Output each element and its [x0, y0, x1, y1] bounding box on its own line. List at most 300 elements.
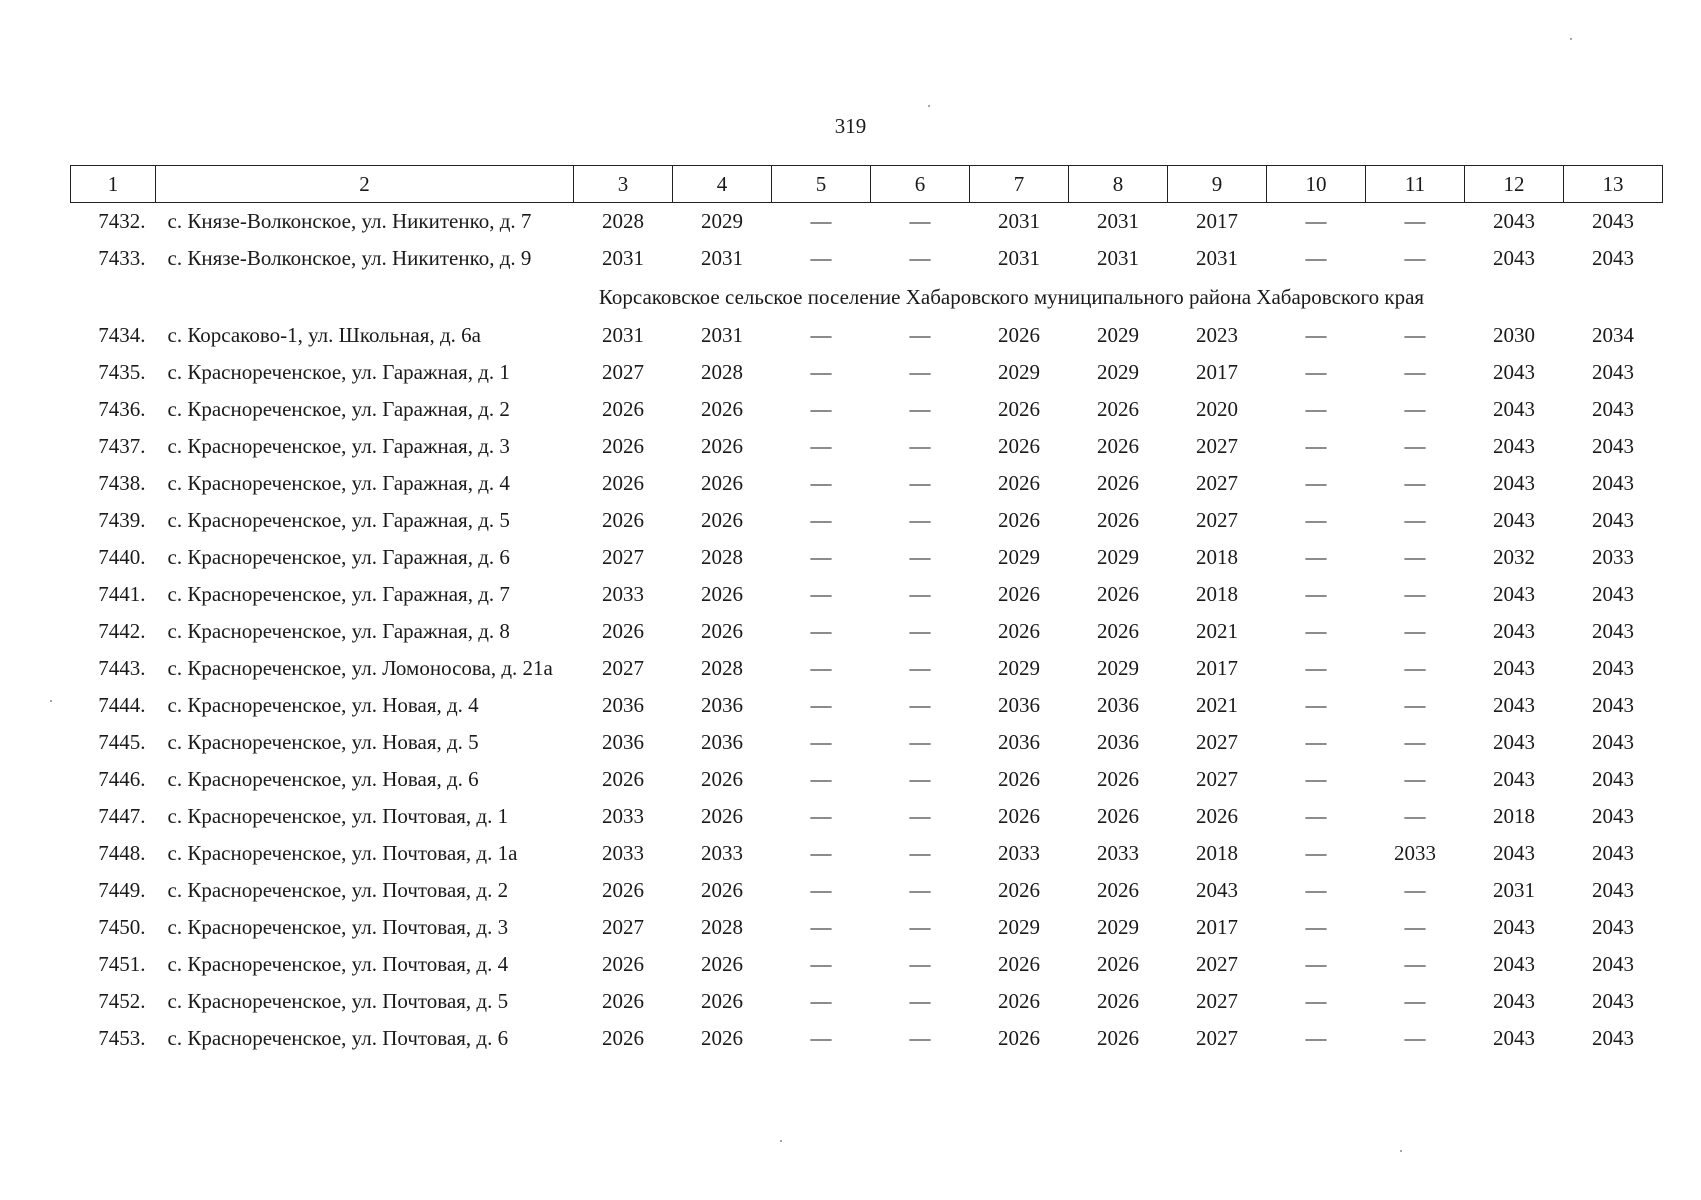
value-cell: 2026: [602, 619, 644, 643]
address-cell: с. Краснореченское, ул. Новая, д. 5: [167, 730, 479, 754]
value-cell: —: [1305, 471, 1327, 495]
value-cell: —: [909, 878, 931, 902]
value-cell: —: [909, 656, 931, 680]
section-row: [71, 277, 1663, 317]
value-cell: 2026: [701, 471, 743, 495]
value-cell: 2029: [701, 209, 743, 233]
value-cell: —: [1305, 915, 1327, 939]
row-number: 7443.: [98, 656, 146, 680]
value-cell: 2031: [998, 209, 1040, 233]
value-cell: 2043: [1592, 360, 1634, 384]
value-cell: 2026: [998, 397, 1040, 421]
value-cell: 2033: [701, 841, 743, 865]
table-row: [71, 983, 1663, 1020]
table-row: [71, 724, 1663, 761]
value-cell: —: [1305, 397, 1327, 421]
value-cell: —: [1404, 730, 1426, 754]
value-cell: —: [810, 246, 832, 270]
value-cell: 2026: [701, 434, 743, 458]
value-cell: 2026: [998, 323, 1040, 347]
value-cell: 2043: [1493, 246, 1535, 270]
value-cell: 2043: [1493, 508, 1535, 532]
value-cell: —: [810, 952, 832, 976]
scan-speck: [1570, 38, 1572, 40]
page-number: 319: [834, 114, 867, 138]
value-cell: 2026: [998, 767, 1040, 791]
value-cell: —: [810, 989, 832, 1013]
row-number: 7435.: [98, 360, 146, 384]
value-cell: 2031: [1097, 209, 1139, 233]
column-header: 4: [673, 166, 772, 203]
value-cell: 2027: [1196, 1026, 1238, 1050]
value-cell: —: [1404, 693, 1426, 717]
address-cell: с. Краснореченское, ул. Ломоносова, д. 21а: [167, 656, 553, 680]
value-cell: —: [909, 804, 931, 828]
value-cell: 2043: [1493, 767, 1535, 791]
value-cell: 2036: [602, 693, 644, 717]
value-cell: —: [1404, 767, 1426, 791]
value-cell: —: [1404, 619, 1426, 643]
value-cell: 2043: [1196, 878, 1238, 902]
value-cell: —: [909, 841, 931, 865]
value-cell: 2026: [998, 878, 1040, 902]
schedule-table: [70, 165, 1663, 1057]
column-header: 10: [1267, 166, 1366, 203]
table-body: [71, 203, 1663, 1058]
value-cell: 2043: [1592, 730, 1634, 754]
value-cell: 2043: [1592, 915, 1634, 939]
value-cell: 2029: [998, 656, 1040, 680]
value-cell: —: [1305, 323, 1327, 347]
value-cell: 2029: [998, 545, 1040, 569]
value-cell: 2043: [1592, 508, 1634, 532]
row-number: 7447.: [98, 804, 146, 828]
address-cell: с. Краснореченское, ул. Гаражная, д. 4: [167, 471, 510, 495]
table-row: [71, 946, 1663, 983]
value-cell: —: [909, 434, 931, 458]
table-row: [71, 909, 1663, 946]
address-cell: с. Краснореченское, ул. Гаражная, д. 2: [167, 397, 510, 421]
value-cell: 2026: [602, 471, 644, 495]
value-cell: 2026: [1097, 508, 1139, 532]
table-row: [71, 1020, 1663, 1057]
address-cell: с. Краснореченское, ул. Гаражная, д. 5: [167, 508, 510, 532]
value-cell: —: [1305, 693, 1327, 717]
value-cell: —: [810, 730, 832, 754]
value-cell: 2027: [1196, 434, 1238, 458]
value-cell: 2043: [1493, 397, 1535, 421]
value-cell: 2026: [1097, 952, 1139, 976]
value-cell: 2043: [1493, 434, 1535, 458]
value-cell: 2029: [1097, 323, 1139, 347]
value-cell: 2028: [701, 656, 743, 680]
value-cell: 2028: [701, 915, 743, 939]
value-cell: 2043: [1592, 989, 1634, 1013]
value-cell: 2032: [1493, 545, 1535, 569]
row-number: 7446.: [98, 767, 146, 791]
header-row: [71, 166, 1663, 203]
value-cell: 2026: [1097, 878, 1139, 902]
value-cell: 2026: [701, 804, 743, 828]
value-cell: 2031: [701, 246, 743, 270]
value-cell: 2033: [1097, 841, 1139, 865]
value-cell: 2021: [1196, 619, 1238, 643]
value-cell: —: [1404, 209, 1426, 233]
table-row: [71, 650, 1663, 687]
address-cell: с. Краснореченское, ул. Гаражная, д. 1: [167, 360, 510, 384]
value-cell: 2043: [1493, 209, 1535, 233]
value-cell: 2043: [1592, 619, 1634, 643]
value-cell: —: [1305, 545, 1327, 569]
value-cell: 2026: [998, 434, 1040, 458]
address-cell: с. Корсаково-1, ул. Школьная, д. 6а: [167, 323, 481, 347]
value-cell: 2026: [1097, 767, 1139, 791]
value-cell: —: [1305, 767, 1327, 791]
value-cell: 2026: [602, 878, 644, 902]
value-cell: 2043: [1592, 767, 1634, 791]
row-number: 7432.: [98, 209, 146, 233]
value-cell: —: [810, 582, 832, 606]
value-cell: —: [810, 323, 832, 347]
value-cell: 2029: [1097, 545, 1139, 569]
value-cell: —: [810, 878, 832, 902]
value-cell: 2026: [998, 989, 1040, 1013]
value-cell: —: [810, 434, 832, 458]
value-cell: 2043: [1592, 209, 1634, 233]
value-cell: 2043: [1493, 693, 1535, 717]
value-cell: —: [1404, 397, 1426, 421]
value-cell: 2018: [1196, 582, 1238, 606]
row-number: 7451.: [98, 952, 146, 976]
value-cell: —: [1305, 246, 1327, 270]
value-cell: 2031: [1196, 246, 1238, 270]
value-cell: —: [810, 915, 832, 939]
value-cell: —: [1305, 508, 1327, 532]
scan-speck: [780, 1140, 782, 1142]
row-number: 7441.: [98, 582, 146, 606]
row-number: 7439.: [98, 508, 146, 532]
value-cell: 2043: [1592, 582, 1634, 606]
row-number: 7445.: [98, 730, 146, 754]
value-cell: —: [909, 989, 931, 1013]
value-cell: 2026: [701, 397, 743, 421]
column-header: 7: [970, 166, 1069, 203]
value-cell: 2029: [998, 360, 1040, 384]
table-row: [71, 240, 1663, 277]
value-cell: —: [1404, 915, 1426, 939]
row-number: 7438.: [98, 471, 146, 495]
table-header: [71, 166, 1663, 203]
value-cell: 2027: [1196, 989, 1238, 1013]
value-cell: —: [1305, 989, 1327, 1013]
value-cell: 2026: [998, 619, 1040, 643]
value-cell: 2033: [1394, 841, 1436, 865]
value-cell: 2033: [602, 582, 644, 606]
address-cell: с. Князе-Волконское, ул. Никитенко, д. 9: [167, 246, 532, 270]
row-number: 7436.: [98, 397, 146, 421]
value-cell: —: [810, 841, 832, 865]
table-row: [71, 872, 1663, 909]
value-cell: 2036: [998, 730, 1040, 754]
value-cell: 2029: [998, 915, 1040, 939]
value-cell: 2026: [1097, 619, 1139, 643]
value-cell: 2026: [602, 952, 644, 976]
column-header: 13: [1564, 166, 1663, 203]
value-cell: 2026: [998, 582, 1040, 606]
value-cell: —: [810, 545, 832, 569]
value-cell: —: [1305, 804, 1327, 828]
value-cell: 2026: [998, 804, 1040, 828]
table-row: [71, 576, 1663, 613]
value-cell: —: [810, 508, 832, 532]
value-cell: 2033: [998, 841, 1040, 865]
value-cell: —: [1404, 656, 1426, 680]
value-cell: 2043: [1592, 878, 1634, 902]
value-cell: 2027: [602, 656, 644, 680]
value-cell: —: [909, 471, 931, 495]
value-cell: —: [810, 693, 832, 717]
value-cell: —: [909, 323, 931, 347]
value-cell: 2036: [701, 693, 743, 717]
value-cell: 2028: [701, 545, 743, 569]
value-cell: —: [810, 209, 832, 233]
value-cell: 2031: [998, 246, 1040, 270]
value-cell: 2036: [998, 693, 1040, 717]
value-cell: 2031: [1493, 878, 1535, 902]
value-cell: 2027: [1196, 767, 1238, 791]
value-cell: 2026: [701, 619, 743, 643]
value-cell: —: [1305, 730, 1327, 754]
value-cell: 2033: [602, 804, 644, 828]
value-cell: 2043: [1493, 619, 1535, 643]
value-cell: —: [1404, 582, 1426, 606]
value-cell: 2043: [1493, 656, 1535, 680]
value-cell: —: [909, 952, 931, 976]
value-cell: 2027: [1196, 730, 1238, 754]
value-cell: 2031: [602, 246, 644, 270]
table-row: [71, 203, 1663, 241]
row-number: 7434.: [98, 323, 146, 347]
value-cell: 2017: [1196, 360, 1238, 384]
address-cell: с. Краснореченское, ул. Новая, д. 4: [167, 693, 479, 717]
value-cell: —: [1305, 209, 1327, 233]
value-cell: —: [909, 767, 931, 791]
table-row: [71, 835, 1663, 872]
value-cell: 2030: [1493, 323, 1535, 347]
column-header: 3: [574, 166, 673, 203]
value-cell: —: [1404, 246, 1426, 270]
value-cell: —: [1305, 841, 1327, 865]
row-number: 7452.: [98, 989, 146, 1013]
value-cell: —: [810, 471, 832, 495]
value-cell: 2043: [1493, 730, 1535, 754]
value-cell: 2026: [602, 767, 644, 791]
value-cell: 2034: [1592, 323, 1634, 347]
value-cell: 2036: [701, 730, 743, 754]
value-cell: —: [1305, 582, 1327, 606]
table-row: [71, 687, 1663, 724]
table-row: [71, 391, 1663, 428]
value-cell: 2043: [1592, 397, 1634, 421]
value-cell: 2043: [1493, 915, 1535, 939]
value-cell: —: [1404, 804, 1426, 828]
value-cell: —: [1305, 434, 1327, 458]
value-cell: 2036: [602, 730, 644, 754]
value-cell: —: [909, 730, 931, 754]
value-cell: 2026: [998, 471, 1040, 495]
column-header: 12: [1465, 166, 1564, 203]
value-cell: —: [1404, 471, 1426, 495]
value-cell: 2023: [1196, 323, 1238, 347]
value-cell: —: [1305, 360, 1327, 384]
value-cell: 2026: [998, 508, 1040, 532]
address-cell: с. Краснореченское, ул. Гаражная, д. 3: [167, 434, 510, 458]
address-cell: с. Краснореченское, ул. Почтовая, д. 3: [167, 915, 509, 939]
column-header: 8: [1069, 166, 1168, 203]
value-cell: 2043: [1493, 360, 1535, 384]
value-cell: —: [1305, 878, 1327, 902]
row-number: 7437.: [98, 434, 146, 458]
value-cell: 2026: [701, 952, 743, 976]
value-cell: 2027: [602, 915, 644, 939]
value-cell: 2036: [1097, 693, 1139, 717]
address-cell: с. Краснореченское, ул. Гаражная, д. 8: [167, 619, 510, 643]
value-cell: 2043: [1493, 582, 1535, 606]
column-header: 9: [1168, 166, 1267, 203]
address-cell: с. Краснореченское, ул. Почтовая, д. 6: [167, 1026, 509, 1050]
value-cell: —: [909, 246, 931, 270]
value-cell: 2043: [1493, 952, 1535, 976]
value-cell: 2026: [602, 1026, 644, 1050]
value-cell: 2031: [1097, 246, 1139, 270]
value-cell: 2043: [1592, 952, 1634, 976]
value-cell: 2028: [701, 360, 743, 384]
value-cell: 2026: [701, 582, 743, 606]
value-cell: 2026: [602, 508, 644, 532]
value-cell: —: [1404, 878, 1426, 902]
address-cell: с. Князе-Волконское, ул. Никитенко, д. 7: [167, 209, 532, 233]
table-row: [71, 317, 1663, 354]
value-cell: 2026: [701, 878, 743, 902]
row-number: 7450.: [98, 915, 146, 939]
value-cell: 2020: [1196, 397, 1238, 421]
value-cell: —: [1404, 323, 1426, 347]
value-cell: —: [1305, 1026, 1327, 1050]
value-cell: —: [1404, 434, 1426, 458]
value-cell: 2027: [602, 545, 644, 569]
value-cell: 2026: [701, 989, 743, 1013]
value-cell: —: [810, 767, 832, 791]
value-cell: 2026: [1196, 804, 1238, 828]
row-number: 7444.: [98, 693, 146, 717]
column-header: 11: [1366, 166, 1465, 203]
value-cell: —: [1305, 656, 1327, 680]
row-number: 7449.: [98, 878, 146, 902]
value-cell: —: [909, 397, 931, 421]
row-number: 7440.: [98, 545, 146, 569]
value-cell: —: [810, 804, 832, 828]
address-cell: с. Краснореченское, ул. Почтовая, д. 1а: [167, 841, 518, 865]
address-cell: с. Краснореченское, ул. Гаражная, д. 7: [167, 582, 510, 606]
value-cell: 2043: [1592, 1026, 1634, 1050]
value-cell: 2033: [1592, 545, 1634, 569]
address-cell: с. Краснореченское, ул. Гаражная, д. 6: [167, 545, 510, 569]
column-header: 2: [156, 166, 574, 203]
value-cell: 2017: [1196, 656, 1238, 680]
row-number: 7448.: [98, 841, 146, 865]
value-cell: —: [1404, 952, 1426, 976]
value-cell: 2026: [602, 989, 644, 1013]
value-cell: 2043: [1592, 693, 1634, 717]
value-cell: —: [810, 360, 832, 384]
row-number: 7442.: [98, 619, 146, 643]
value-cell: —: [909, 693, 931, 717]
value-cell: —: [909, 360, 931, 384]
value-cell: 2043: [1493, 1026, 1535, 1050]
row-number: 7453.: [98, 1026, 146, 1050]
value-cell: 2031: [701, 323, 743, 347]
value-cell: —: [810, 619, 832, 643]
table-row: [71, 761, 1663, 798]
value-cell: 2026: [701, 508, 743, 532]
value-cell: 2026: [602, 397, 644, 421]
value-cell: 2027: [1196, 952, 1238, 976]
value-cell: 2018: [1196, 841, 1238, 865]
value-cell: 2029: [1097, 915, 1139, 939]
value-cell: —: [810, 656, 832, 680]
value-cell: —: [909, 508, 931, 532]
value-cell: —: [810, 397, 832, 421]
value-cell: 2031: [602, 323, 644, 347]
value-cell: 2018: [1196, 545, 1238, 569]
table-row: [71, 502, 1663, 539]
value-cell: 2027: [1196, 508, 1238, 532]
value-cell: —: [1404, 989, 1426, 1013]
value-cell: —: [909, 582, 931, 606]
table-row: [71, 354, 1663, 391]
column-header: 5: [772, 166, 871, 203]
section-title: Корсаковское сельское поселение Хабаровского муниципального района Хабаровского края: [598, 284, 1425, 309]
value-cell: 2043: [1592, 434, 1634, 458]
table-row: [71, 428, 1663, 465]
value-cell: 2026: [1097, 582, 1139, 606]
value-cell: 2026: [701, 767, 743, 791]
column-header: 6: [871, 166, 970, 203]
value-cell: 2026: [701, 1026, 743, 1050]
value-cell: 2033: [602, 841, 644, 865]
value-cell: 2043: [1493, 989, 1535, 1013]
address-cell: с. Краснореченское, ул. Новая, д. 6: [167, 767, 479, 791]
value-cell: 2017: [1196, 915, 1238, 939]
value-cell: 2026: [1097, 434, 1139, 458]
value-cell: —: [810, 1026, 832, 1050]
value-cell: 2017: [1196, 209, 1238, 233]
value-cell: —: [1305, 619, 1327, 643]
column-header: 1: [71, 166, 156, 203]
row-number: 7433.: [98, 246, 146, 270]
value-cell: 2043: [1493, 471, 1535, 495]
value-cell: 2043: [1592, 804, 1634, 828]
value-cell: —: [1404, 1026, 1426, 1050]
value-cell: 2026: [602, 434, 644, 458]
value-cell: 2021: [1196, 693, 1238, 717]
value-cell: 2027: [602, 360, 644, 384]
value-cell: —: [1404, 545, 1426, 569]
table-row: [71, 613, 1663, 650]
table-row: [71, 798, 1663, 835]
value-cell: 2026: [1097, 397, 1139, 421]
table-row: [71, 465, 1663, 502]
